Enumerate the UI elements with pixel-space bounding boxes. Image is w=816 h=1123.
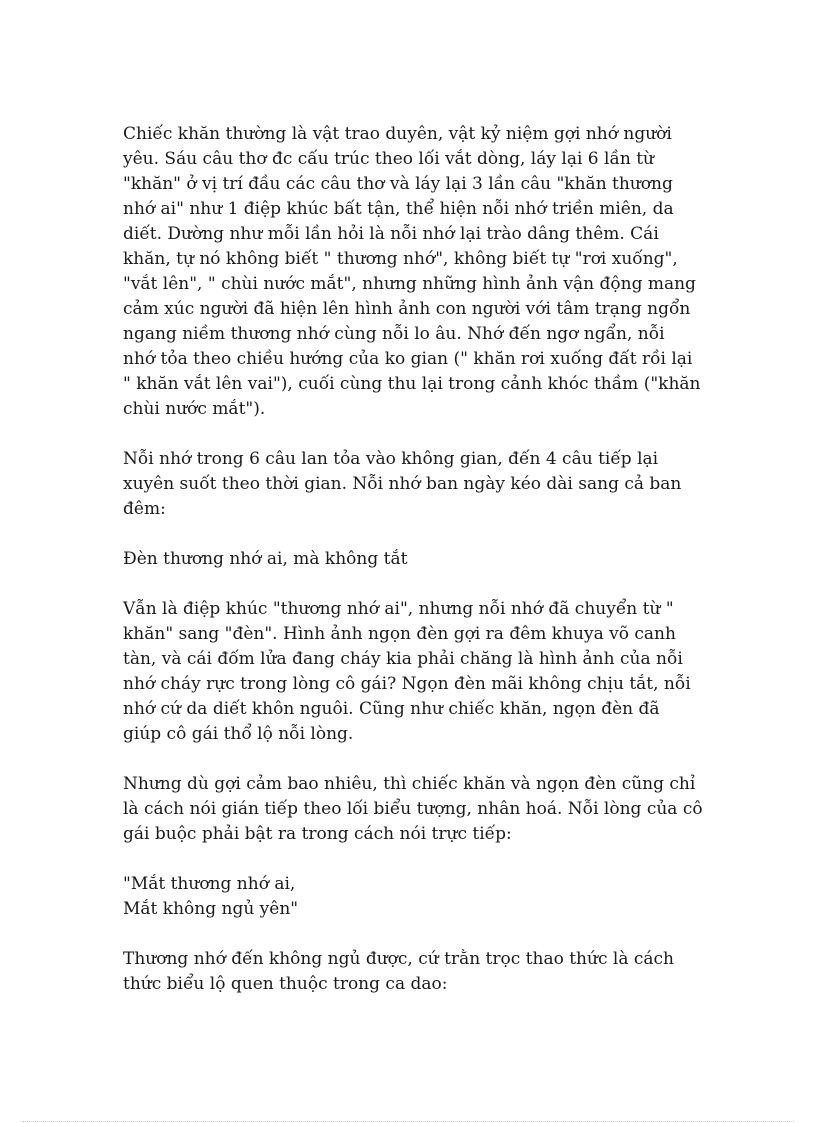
text-line: là cách nói gián tiếp theo lối biểu tượng, nhân hoá. Nỗi lòng của cô <box>123 799 703 819</box>
verse-line: Đèn thương nhớ ai, mà không tắt <box>123 549 408 569</box>
text-line: cảm xúc người đã hiện lên hình ảnh con người với tâm trạng ngổn <box>123 299 691 319</box>
paragraph-thao-thuc <box>123 947 703 997</box>
verse-quote-mat <box>123 872 703 922</box>
text-line: Nỗi nhớ trong 6 câu lan tỏa vào không gian, đến 4 câu tiếp lại <box>123 449 659 469</box>
text-line: thức biểu lộ quen thuộc trong ca dao: <box>123 974 448 994</box>
paragraph-gian-tiep <box>123 772 703 847</box>
paragraph-den <box>123 597 703 747</box>
text-line: tàn, và cái đốm lửa đang cháy kia phải chăng là hình ảnh của nỗi <box>123 649 683 669</box>
verse-quote-den <box>123 547 703 572</box>
document-body <box>123 122 703 1022</box>
text-line: ngang niềm thương nhớ cùng nỗi lo âu. Nhớ đến ngơ ngẩn, nỗi <box>123 324 665 344</box>
paragraph-khan <box>123 122 703 422</box>
page-bottom-divider <box>22 1121 794 1122</box>
text-line: Vẫn là điệp khúc "thương nhớ ai", nhưng nỗi nhớ đã chuyển từ " <box>123 599 674 619</box>
verse-line: Mắt không ngủ yên" <box>123 899 299 919</box>
verse-line: "Mắt thương nhớ ai, <box>123 874 296 894</box>
text-line: khăn" sang "đèn". Hình ảnh ngọn đèn gợi ra đêm khuya võ canh <box>123 624 676 644</box>
text-line: nhớ tỏa theo chiều hướng của ko gian (" khăn rơi xuống đất rồi lại <box>123 349 693 369</box>
text-line: yêu. Sáu câu thơ đc cấu trúc theo lối vắt dòng, láy lại 6 lần từ <box>123 149 655 169</box>
text-line: Chiếc khăn thường là vật trao duyên, vật kỷ niệm gợi nhớ người <box>123 124 672 144</box>
text-line: xuyên suốt theo thời gian. Nỗi nhớ ban ngày kéo dài sang cả ban <box>123 474 682 494</box>
text-line: đêm: <box>123 499 166 519</box>
text-line: diết. Dường như mỗi lần hỏi là nỗi nhớ lại trào dâng thêm. Cái <box>123 224 659 244</box>
text-line: chùi nước mắt"). <box>123 399 266 419</box>
text-line: nhớ ai" như 1 điệp khúc bất tận, thể hiện nỗi nhớ triền miên, da <box>123 199 674 219</box>
text-line: "vắt lên", " chùi nước mắt", nhưng những hình ảnh vận động mang <box>123 274 696 294</box>
text-line: Nhưng dù gợi cảm bao nhiêu, thì chiếc khăn và ngọn đèn cũng chỉ <box>123 774 696 794</box>
text-line: nhớ cháy rực trong lòng cô gái? Ngọn đèn mãi không chịu tắt, nỗi <box>123 674 691 694</box>
text-line: nhớ cứ da diết khôn nguôi. Cũng như chiếc khăn, ngọn đèn đã <box>123 699 660 719</box>
text-line: gái buộc phải bật ra trong cách nói trực tiếp: <box>123 824 512 844</box>
text-line: khăn, tự nó không biết " thương nhớ", không biết tự "rơi xuống", <box>123 249 678 269</box>
text-line: "khăn" ở vị trí đầu các câu thơ và láy lại 3 lần câu "khăn thương <box>123 174 673 194</box>
text-line: Thương nhớ đến không ngủ được, cứ trằn trọc thao thức là cách <box>123 949 674 969</box>
text-line: " khăn vắt lên vai"), cuối cùng thu lại trong cảnh khóc thầm ("khăn <box>123 374 701 394</box>
text-line: giúp cô gái thổ lộ nỗi lòng. <box>123 724 354 744</box>
paragraph-space-time <box>123 447 703 522</box>
